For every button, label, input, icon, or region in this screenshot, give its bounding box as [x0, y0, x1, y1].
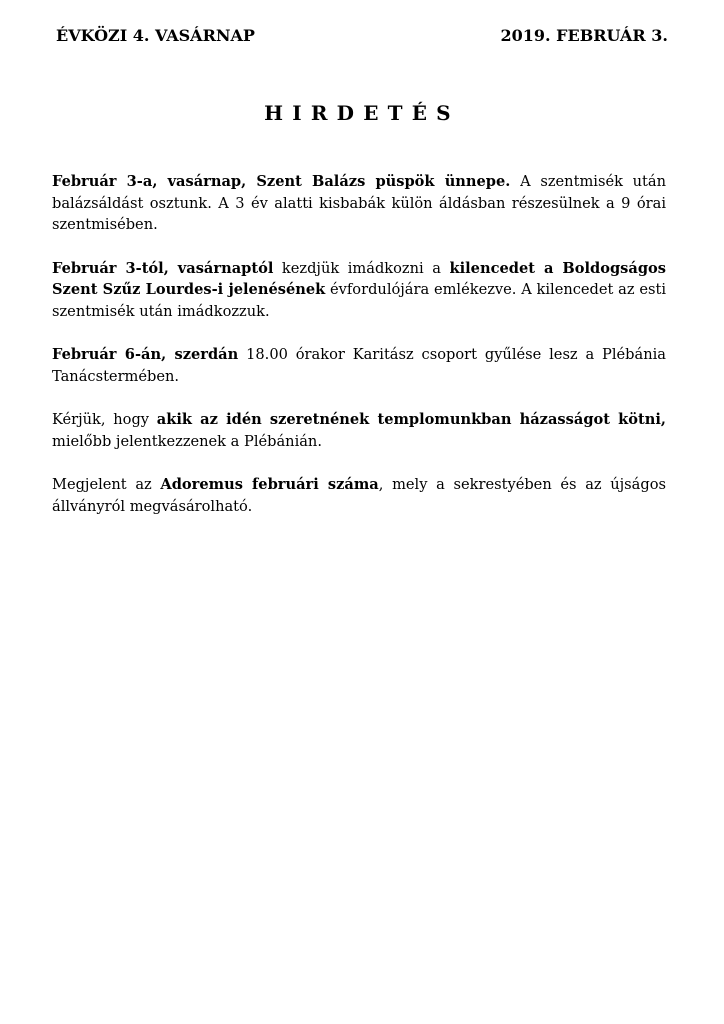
announcement-paragraph — [52, 409, 666, 452]
announcement-bold: Február 3-tól, vasárnaptól — [52, 259, 274, 277]
sunday-label: ÉVKÖZI 4. VASÁRNAP — [56, 26, 255, 45]
date-label: 2019. FEBRUÁR 3. — [500, 26, 668, 45]
announcement-text: Kérjük, hogy — [52, 411, 157, 428]
announcements-body — [52, 171, 666, 539]
announcement-text: A szentmisék után balázsáldást osztunk. A 3 év alatti kisbabák külön áldásban részesülnek a 9 órai szentmisében. — [52, 173, 667, 233]
announcement-text: 18.00 órakor Karitász csoport gyűlése lesz a Plébánia Tanácstermében. — [52, 346, 666, 385]
page-header — [56, 26, 668, 46]
announcement-text: Megjelent az — [52, 476, 161, 493]
announcement-paragraph — [52, 344, 666, 387]
page-title: HIRDETÉS — [264, 101, 460, 125]
announcement-text: kezdjük imádkozni a — [273, 259, 450, 277]
announcement-paragraph — [52, 171, 666, 236]
announcement-text: mielőbb jelentkezzenek a Plébánián. — [52, 432, 322, 450]
announcement-bold: Február 6-án, szerdán — [52, 346, 239, 363]
announcement-bold: kilencedet a Boldogságos Szent Szűz Lourdes-i jelenésének — [52, 259, 666, 298]
announcement-text: évfordulójára emlékezve. A kilencedet az esti szentmisék után imádkozzuk. — [52, 281, 666, 320]
announcement-paragraph — [52, 258, 666, 323]
announcement-text: , mely a sekrestyében és az újságos állványról megvásárolható. — [52, 476, 666, 515]
announcement-bold: akik az idén szeretnének templomunkban házasságot kötni, — [156, 411, 666, 428]
announcement-bold: Február 3-a, vasárnap, Szent Balázs püspök ünnepe. — [52, 173, 511, 190]
announcement-bold: Adoremus februári száma — [160, 476, 379, 493]
announcement-paragraph — [52, 474, 666, 517]
